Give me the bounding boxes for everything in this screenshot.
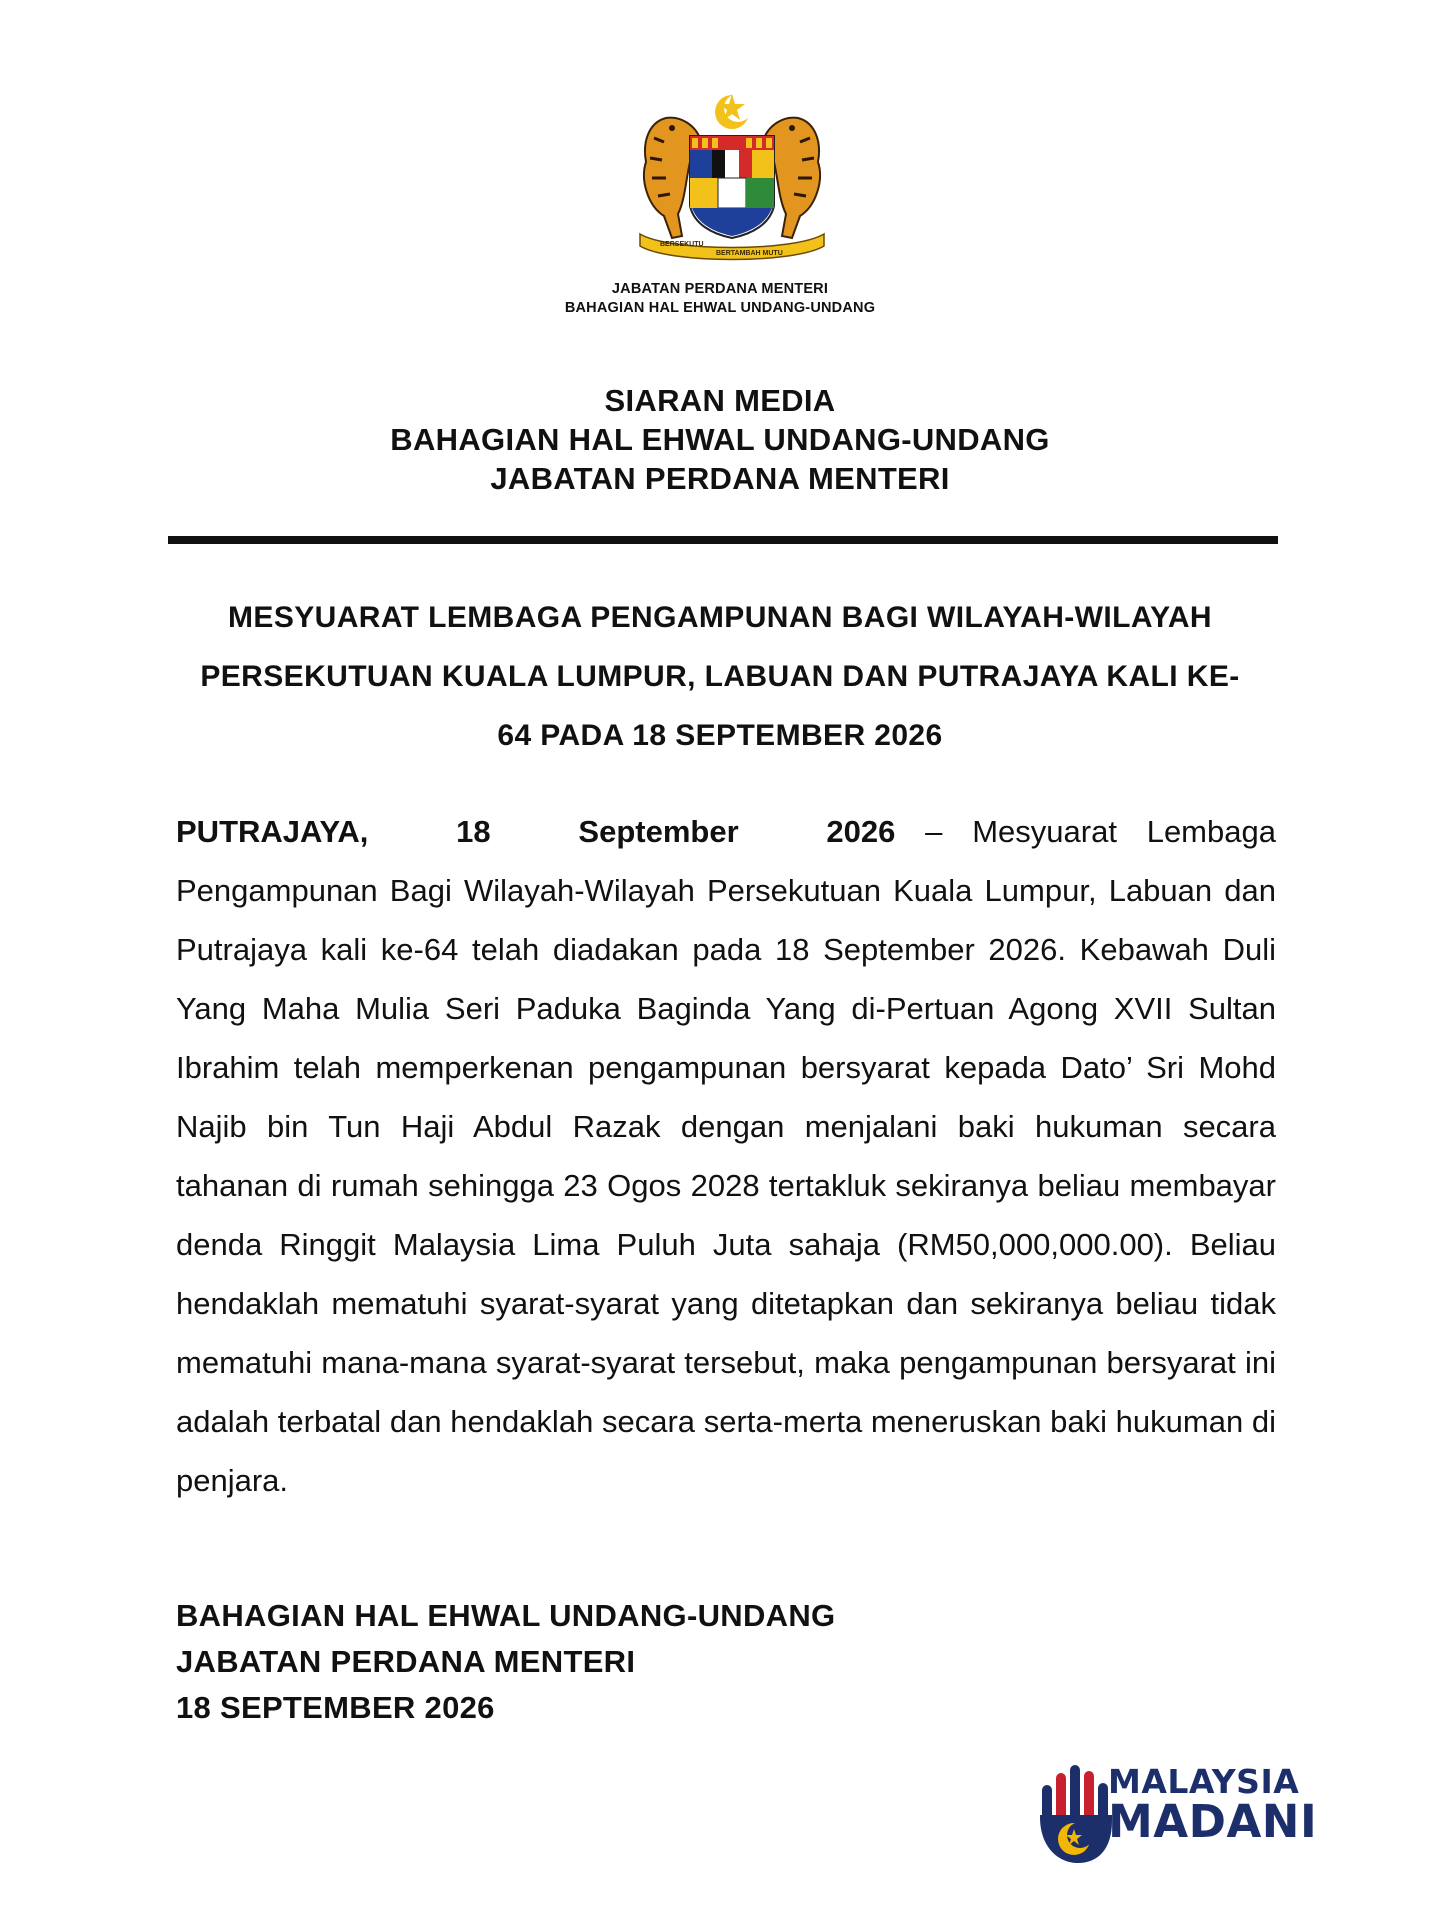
scroll-center-text: BERTAMBAH MUTU: [716, 250, 783, 257]
heading-divider: [168, 536, 1278, 544]
logo-word-madani: MADANI: [1108, 1795, 1318, 1848]
dept-line-2: BAHAGIAN HAL EHWAL UNDANG-UNDANG: [564, 300, 876, 316]
dateline-dash: –: [925, 814, 943, 849]
logo-word-malaysia: MALAYSIA: [1108, 1762, 1300, 1801]
siaran-media-heading: SIARAN MEDIA: [604, 383, 836, 418]
signature-date: 18 SEPTEMBER 2026: [176, 1690, 495, 1725]
bahagian-heading: BAHAGIAN HAL EHWAL UNDANG-UNDANG: [390, 422, 1050, 457]
jabatan-heading: JABATAN PERDANA MENTERI: [490, 461, 950, 496]
signature-line-1: BAHAGIAN HAL EHWAL UNDANG-UNDANG: [176, 1598, 836, 1633]
madani-hand-icon: [1040, 1765, 1112, 1863]
crescent-star-icon: [715, 94, 752, 129]
coat-of-arms-logo: [620, 88, 844, 266]
dept-line-1: JABATAN PERDANA MENTERI: [611, 281, 829, 297]
body-text: Mesyuarat Lembaga Pengampunan Bagi Wilayah-Wilayah Persekutuan Kuala Lumpur, Labuan dan Putrajaya kali ke-64 telah diadakan pada 18 September 2026. Kebawah Duli Yang Maha Mulia Seri Paduka Baginda Yang di-Pertuan Agong XVII Sultan Ibrahim telah memperkenan pengampunan bersyarat kepada Dato’ Sri Mohd Najib bin Tun Haji Abdul Razak dengan menjalani baki hukuman secara tahanan di rumah sehingga 23 Ogos 2028 tertakluk sekiranya beliau membayar denda Ringgit Malaysia Lima Puluh Juta sahaja (RM50,000,000.00). Beliau hendaklah mematuhi syarat-syarat yang ditetapkan dan sekiranya beliau tidak mematuhi mana-mana syarat-syarat tersebut, maka pengampunan bersyarat ini adalah terbatal dan hendaklah secara serta-merta meneruskan baki hukuman di penjara.: [176, 814, 1276, 1498]
dateline: PUTRAJAYA, 18 September 2026: [176, 814, 896, 849]
press-release-body: [176, 802, 1276, 1510]
scroll-left-text: BERSEKUTU: [660, 241, 704, 248]
shield-icon: [690, 136, 774, 238]
signature-line-2: JABATAN PERDANA MENTERI: [176, 1644, 636, 1679]
press-release-title: MESYUARAT LEMBAGA PENGAMPUNAN BAGI WILAYAH-WILAYAH PERSEKUTUAN KUALA LUMPUR, LABUAN DAN PUTRAJAYA KALI KE-64 PADA 18 SEPTEMBER 2026: [200, 601, 1240, 752]
